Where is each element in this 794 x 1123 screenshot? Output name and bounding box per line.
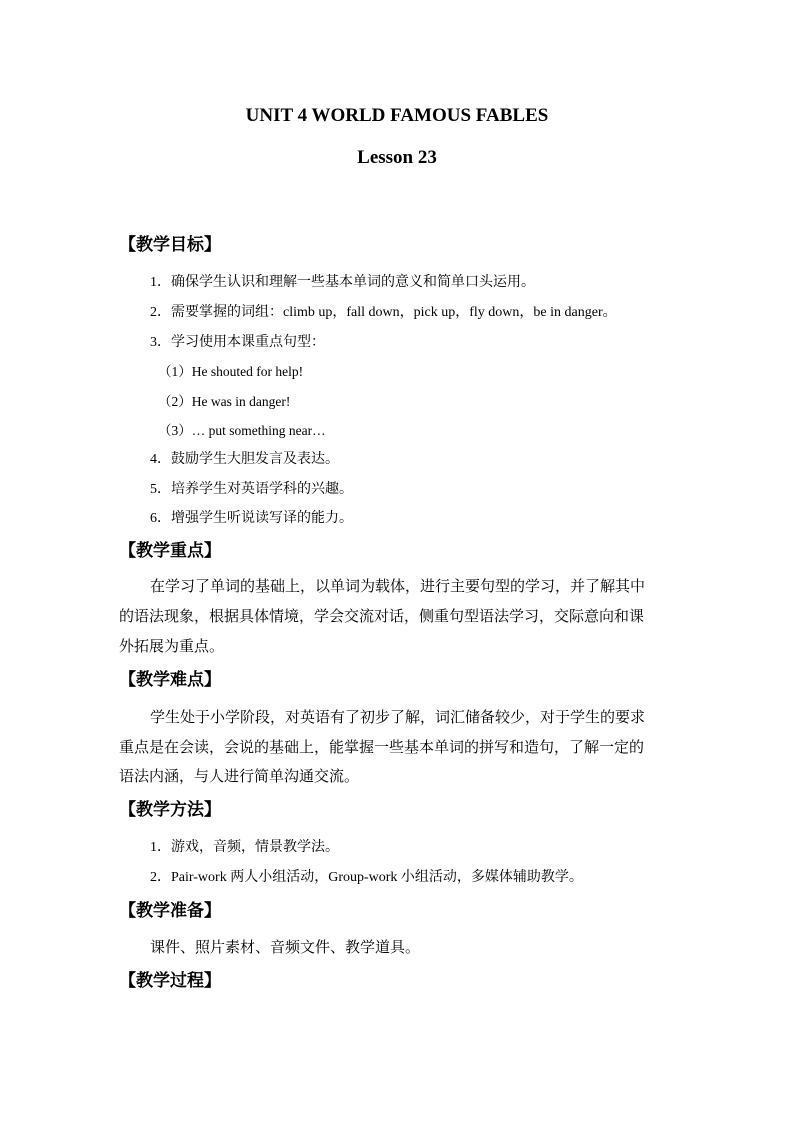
section-heading-key-points: 【教学重点】 — [119, 541, 221, 560]
section-heading-preparation: 【教学准备】 — [119, 901, 221, 920]
method-item: 2．Pair-work 两人小组活动，Group-work 小组活动，多媒体辅助教学。 — [150, 870, 583, 885]
objective-item: 6．增强学生听说读写译的能力。 — [150, 511, 353, 526]
objective-item: 2．需要掌握的词组：climb up，fall down，pick up，fly down，be in danger。 — [150, 305, 617, 320]
lesson-title: Lesson 23 — [357, 147, 437, 168]
section-heading-difficulties: 【教学难点】 — [119, 670, 221, 689]
section-heading-objectives: 【教学目标】 — [119, 235, 221, 254]
sentence-pattern: （2）He was in danger! — [158, 394, 291, 409]
paragraph-line: 语法内涵，与人进行简单沟通交流。 — [119, 769, 360, 785]
method-item: 1．游戏，音频，情景教学法。 — [150, 840, 339, 855]
sentence-pattern: （1）He shouted for help! — [158, 364, 304, 379]
paragraph-line: 在学习了单词的基础上，以单词为载体，进行主要句型的学习，并了解其中 — [150, 579, 646, 595]
unit-title: UNIT 4 WORLD FAMOUS FABLES — [245, 105, 549, 126]
objective-item: 5．培养学生对英语学科的兴趣。 — [150, 482, 353, 497]
paragraph-line: 外拓展为重点。 — [119, 639, 225, 655]
paragraph-line: 重点是在会读，会说的基础上，能掌握一些基本单词的拼写和造句，了解一定的 — [119, 740, 645, 756]
objective-item: 3．学习使用本课重点句型： — [150, 335, 325, 350]
sentence-pattern: （3）… put something near… — [158, 423, 326, 438]
preparation-text: 课件、照片素材、音频文件、教学道具。 — [150, 940, 421, 956]
paragraph-line: 的语法现象，根据具体情境，学会交流对话，侧重句型语法学习，交际意向和课 — [119, 609, 645, 625]
paragraph-line: 学生处于小学阶段，对英语有了初步了解，词汇储备较少，对于学生的要求 — [150, 710, 646, 726]
section-heading-methods: 【教学方法】 — [119, 800, 221, 819]
section-heading-process: 【教学过程】 — [119, 971, 221, 990]
objective-item: 4．鼓励学生大胆发言及表达。 — [150, 452, 339, 467]
objective-item: 1．确保学生认识和理解一些基本单词的意义和简单口头运用。 — [150, 275, 535, 290]
